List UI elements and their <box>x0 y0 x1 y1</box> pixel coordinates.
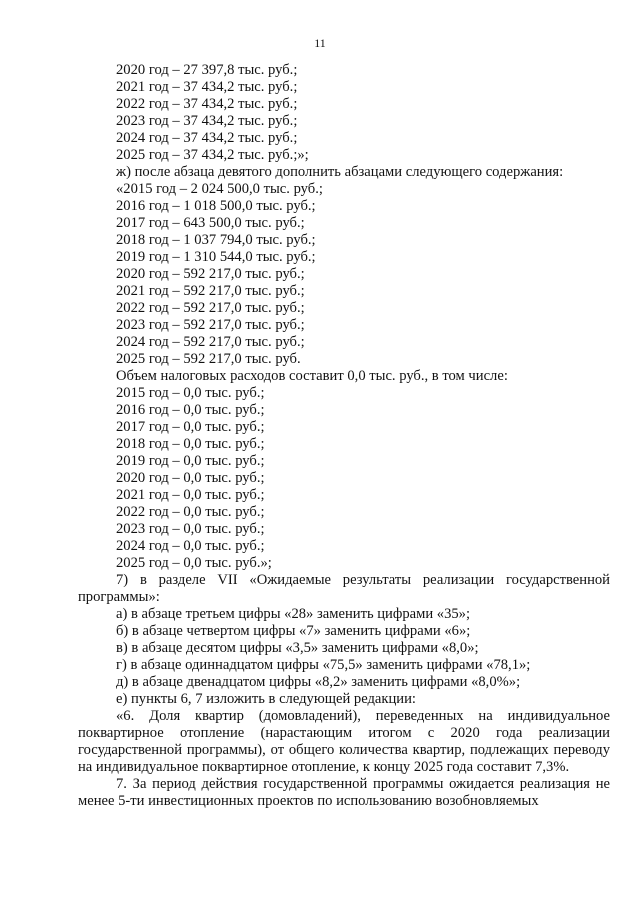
text-line: 2017 год – 0,0 тыс. руб.; <box>116 419 265 435</box>
amendment-lines-block <box>78 606 610 708</box>
text-line: 2022 год – 592 217,0 тыс. руб.; <box>116 300 305 316</box>
text-line: 2018 год – 0,0 тыс. руб.; <box>116 436 265 452</box>
text-line: Объем налоговых расходов составит 0,0 тыс. руб., в том числе: <box>116 368 508 384</box>
text-line: 2019 год – 1 310 544,0 тыс. руб.; <box>116 249 316 265</box>
page-number: 11 <box>314 36 326 50</box>
text-line: 2020 год – 0,0 тыс. руб.; <box>116 470 265 486</box>
text-line: 2015 год – 0,0 тыс. руб.; <box>116 385 265 401</box>
text-line: 2023 год – 37 434,2 тыс. руб.; <box>116 113 298 129</box>
text-line: 2021 год – 37 434,2 тыс. руб.; <box>116 79 298 95</box>
text-line: 2018 год – 1 037 794,0 тыс. руб.; <box>116 232 316 248</box>
text-line: 2016 год – 0,0 тыс. руб.; <box>116 402 265 418</box>
text-line: в) в абзаце десятом цифры «3,5» заменить цифрами «8,0»; <box>116 640 479 656</box>
text-line: 2016 год – 1 018 500,0 тыс. руб.; <box>116 198 316 214</box>
text-line: 2025 год – 592 217,0 тыс. руб. <box>116 351 301 367</box>
text-line: 2025 год – 37 434,2 тыс. руб.;»; <box>116 147 309 163</box>
text-line: а) в абзаце третьем цифры «28» заменить цифрами «35»; <box>116 606 471 622</box>
text-line: д) в абзаце двенадцатом цифры «8,2» заменить цифрами «8,0%»; <box>116 674 521 690</box>
text-line: 2023 год – 592 217,0 тыс. руб.; <box>116 317 305 333</box>
text-line: 2021 год – 592 217,0 тыс. руб.; <box>116 283 305 299</box>
text-line: 2024 год – 37 434,2 тыс. руб.; <box>116 130 298 146</box>
text-line: «2015 год – 2 024 500,0 тыс. руб.; <box>116 181 323 197</box>
paragraph-item-7: 7. За период действия государственной программы ожидается реализация не менее 5-ти инвестиционных проектов по использованию возобновляемых <box>78 776 610 809</box>
text-line: г) в абзаце одиннадцатом цифры «75,5» заменить цифрами «78,1»; <box>116 657 531 673</box>
text-line: 2022 год – 37 434,2 тыс. руб.; <box>116 96 298 112</box>
text-line: 2024 год – 0,0 тыс. руб.; <box>116 538 265 554</box>
paragraph-section-7: 7) в разделе VII «Ожидаемые результаты реализации государственной программы»: <box>78 572 610 605</box>
text-line: 2021 год – 0,0 тыс. руб.; <box>116 487 265 503</box>
paragraph-item-6: «6. Доля квартир (домовладений), переведенных на индивидуальное поквартирное отопление (нарастающим итогом с 2020 года реализации государственной программы), от общего количества квартир, подлежащих переводу на индивидуальное поквартирное отопление, к концу 2025 года составит 7,3%. <box>78 708 610 775</box>
text-line: 2024 год – 592 217,0 тыс. руб.; <box>116 334 305 350</box>
text-line: б) в абзаце четвертом цифры «7» заменить цифрами «6»; <box>116 623 471 639</box>
text-line: е) пункты 6, 7 изложить в следующей редакции: <box>116 691 416 707</box>
text-line: 2020 год – 592 217,0 тыс. руб.; <box>116 266 305 282</box>
text-line: 2023 год – 0,0 тыс. руб.; <box>116 521 265 537</box>
text-line: 2020 год – 27 397,8 тыс. руб.; <box>116 62 298 78</box>
budget-lines-block <box>78 62 610 572</box>
text-line: 2022 год – 0,0 тыс. руб.; <box>116 504 265 520</box>
text-line: 2017 год – 643 500,0 тыс. руб.; <box>116 215 305 231</box>
text-line: ж) после абзаца девятого дополнить абзацами следующего содержания: <box>116 164 564 180</box>
document-body <box>78 62 610 810</box>
text-line: 2025 год – 0,0 тыс. руб.»; <box>116 555 272 571</box>
text-line: 2019 год – 0,0 тыс. руб.; <box>116 453 265 469</box>
